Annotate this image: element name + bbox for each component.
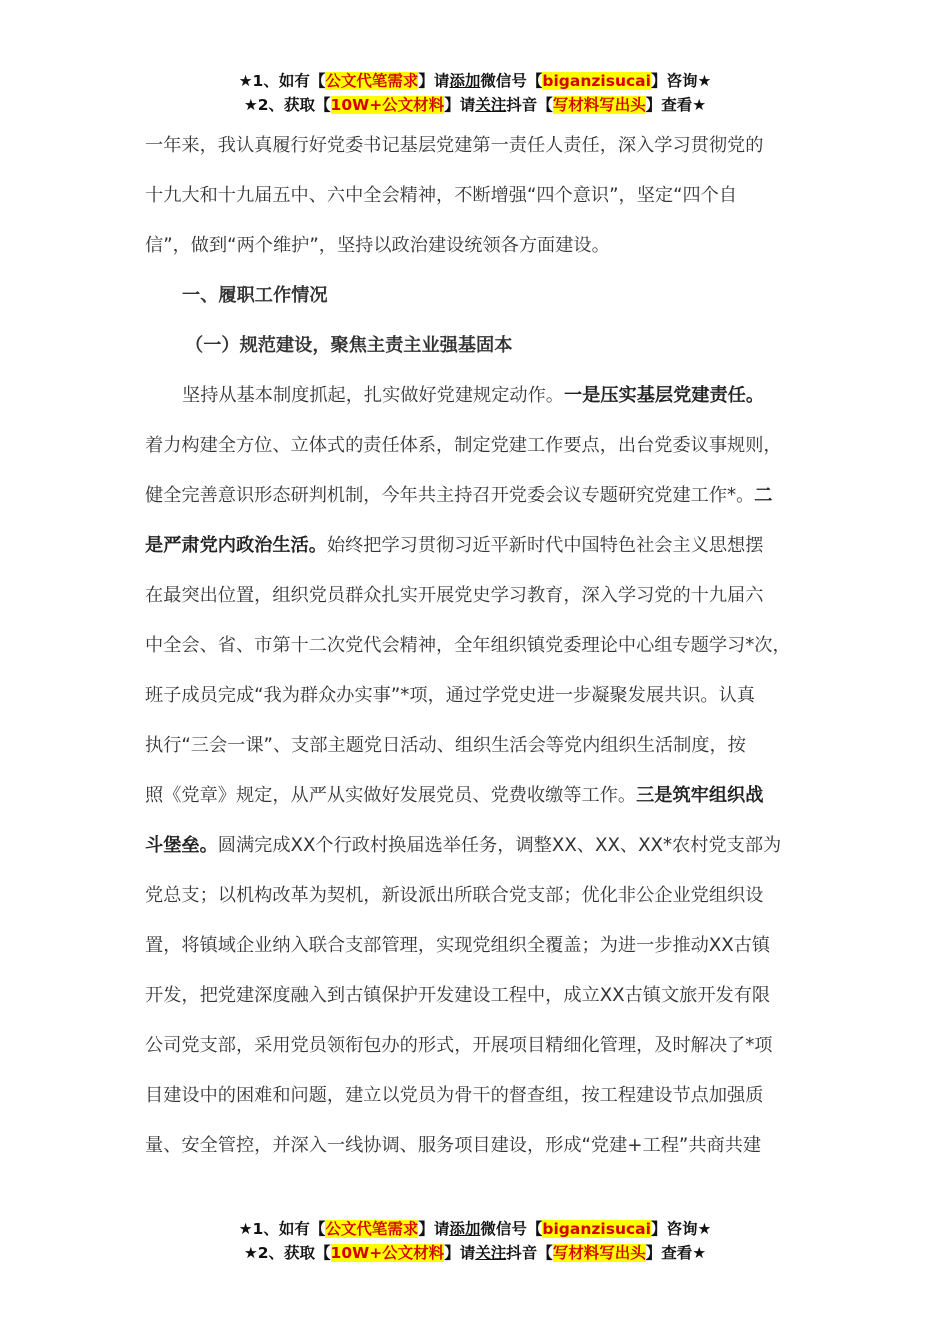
banner-highlight: biganzisucai: [542, 72, 651, 90]
banner-text: ★1、如有【: [238, 72, 326, 90]
paragraph-line: 置，将镇域企业纳入联合支部管理，实现党组织全覆盖；为进一步推动XX古镇: [145, 935, 771, 956]
paragraph-line: 着力构建全方位、立体式的责任体系，制定党建工作要点，出台党委议事规则，: [145, 435, 782, 456]
banner-text: 】查看★: [645, 1244, 707, 1262]
banner-text: ★1、如有【: [238, 1220, 326, 1238]
banner-text: 】查看★: [645, 96, 707, 114]
banner-text: 】咨询★: [650, 1220, 712, 1238]
bold-text: 三是筑牢组织战: [636, 785, 764, 806]
banner-text: 】请: [418, 72, 450, 90]
banner-text: 抖音【: [506, 96, 553, 114]
banner-text: 微信号【: [480, 1220, 543, 1238]
banner-text: 】请: [444, 96, 476, 114]
banner-text: 】请: [444, 1244, 476, 1262]
banner-text: 抖音【: [506, 1244, 553, 1262]
bold-text: 斗堡垒。: [145, 835, 218, 856]
paragraph-line: 执行“三会一课”、支部主题党日活动、组织生活会等党内组织生活制度，按: [145, 735, 746, 756]
paragraph-line: 在最突出位置，组织党员群众扎实开展党史学习教育，深入学习党的十九届六: [145, 585, 764, 606]
paragraph-line: 目建设中的困难和问题，建立以党员为骨干的督查组，按工程建设节点加强质: [145, 1085, 764, 1106]
paragraph-line: 量、安全管控，并深入一线协调、服务项目建设，形成“党建+工程”共商共建: [145, 1135, 762, 1156]
paragraph-text: 健全完善意识形态研判机制，今年共主持召开党委会议专题研究党建工作*。: [145, 485, 755, 506]
paragraph-line: 开发，把党建深度融入到古镇保护开发建设工程中，成立XX古镇文旅开发有限: [145, 985, 771, 1006]
paragraph-line: [145, 371, 825, 421]
banner-text: 微信号【: [480, 72, 543, 90]
paragraph-line: [145, 771, 825, 821]
banner-text: ★2、获取【: [243, 1244, 331, 1262]
header-banner: [0, 69, 950, 117]
paragraph-line: 班子成员完成“我为群众办实事”*项，通过学党史进一步凝聚发展共识。认真: [145, 685, 755, 706]
banner-highlight: 10W+公文材料: [330, 96, 445, 114]
banner-text: 】咨询★: [650, 72, 712, 90]
document-body: [145, 121, 825, 1171]
paragraph-line: 中全会、省、市第十二次党代会精神，全年组织镇党委理论中心组专题学习*次，: [145, 635, 791, 656]
paragraph-text: 坚持从基本制度抓起，扎实做好党建规定动作。: [182, 385, 564, 406]
paragraph-line: 十九大和十九届五中、六中全会精神，不断增强“四个意识”，坚定“四个自: [145, 185, 738, 206]
banner-underline: 添加: [449, 1220, 481, 1238]
banner-line-2: [0, 1241, 950, 1265]
paragraph-line: 信”，做到“两个维护”，坚持以政治建设统领各方面建设。: [145, 235, 610, 256]
banner-line-1: [0, 69, 950, 93]
banner-highlight: 10W+公文材料: [330, 1244, 445, 1262]
paragraph-line: 党总支；以机构改革为契机，新设派出所联合党支部；优化非公企业党组织设: [145, 885, 764, 906]
section-heading: 一、履职工作情况: [182, 285, 328, 306]
bold-text: 二: [754, 485, 773, 506]
banner-highlight: 写材料写出头: [552, 96, 646, 114]
bold-text: 一是压实基层党建责任。: [563, 385, 765, 406]
banner-underline: 关注: [475, 1244, 507, 1262]
paragraph-text: 照《党章》规定，从严从实做好发展党员、党费收缴等工作。: [145, 785, 637, 806]
footer-banner: [0, 1217, 950, 1265]
paragraph-line: [145, 521, 825, 571]
subsection-heading: （一）规范建设，聚焦主责主业强基固本: [185, 335, 513, 356]
paragraph-line: 公司党支部，采用党员领衔包办的形式，开展项目精细化管理，及时解决了*项: [145, 1035, 773, 1056]
paragraph-line: [145, 471, 825, 521]
paragraph-line: 一年来，我认真履行好党委书记基层党建第一责任人责任，深入学习贯彻党的: [145, 135, 764, 156]
paragraph-line: [145, 821, 825, 871]
banner-line-2: [0, 93, 950, 117]
bold-text: 是严肃党内政治生活。: [145, 535, 327, 556]
paragraph-text: 圆满完成XX个行政村换届选举任务，调整XX、XX、XX*农村党支部为: [217, 835, 782, 856]
banner-underline: 关注: [475, 96, 507, 114]
banner-highlight: biganzisucai: [542, 1220, 651, 1238]
paragraph-text: 始终把学习贯彻习近平新时代中国特色社会主义思想摆: [326, 535, 764, 556]
banner-highlight: 写材料写出头: [552, 1244, 646, 1262]
banner-text: ★2、获取【: [243, 96, 331, 114]
banner-underline: 添加: [449, 72, 481, 90]
banner-text: 】请: [418, 1220, 450, 1238]
banner-line-1: [0, 1217, 950, 1241]
banner-highlight: 公文代笔需求: [325, 72, 419, 90]
banner-highlight: 公文代笔需求: [325, 1220, 419, 1238]
